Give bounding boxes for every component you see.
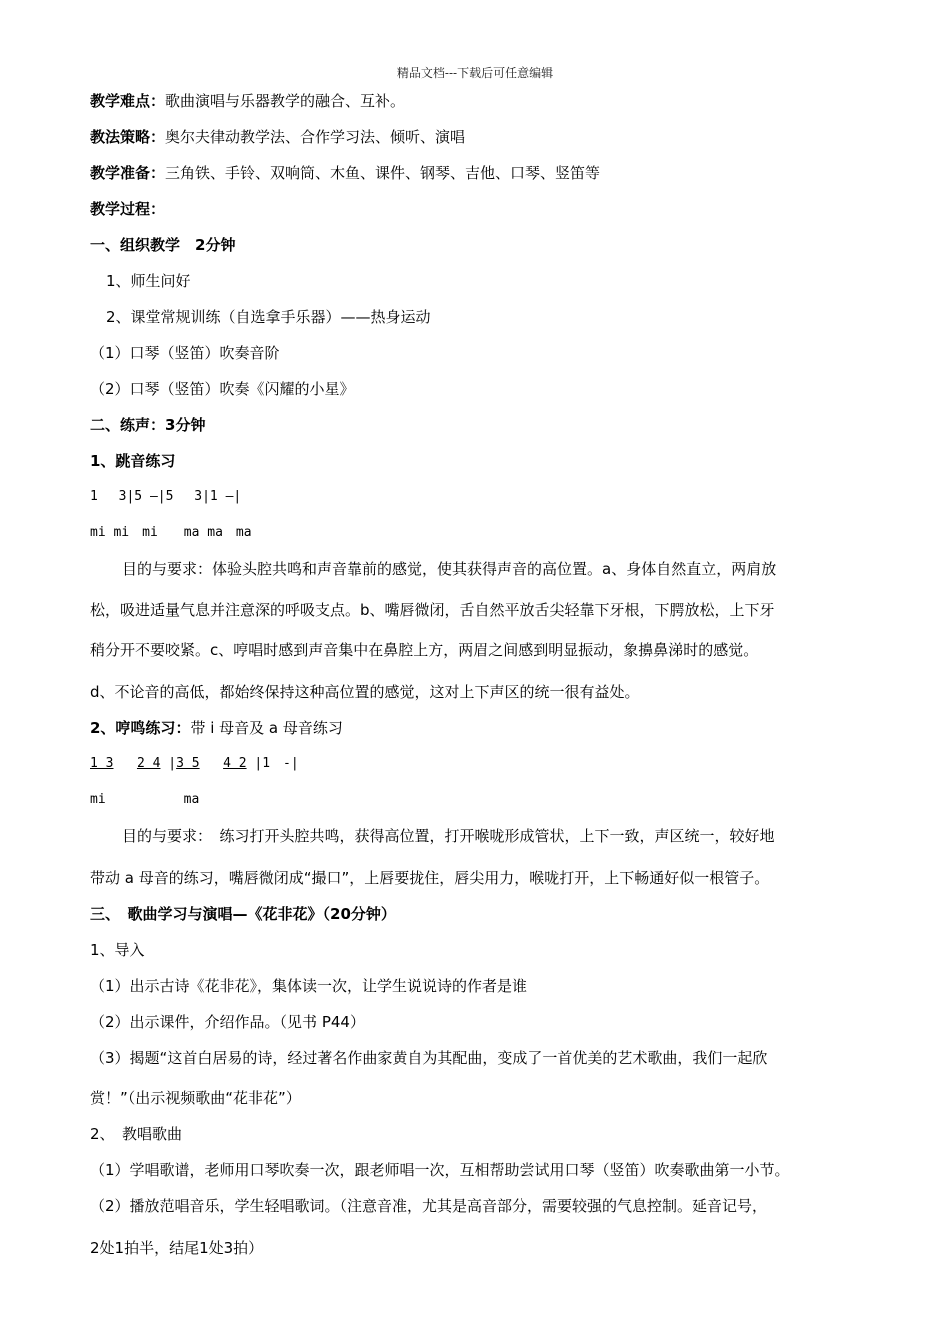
notation-2: 1 3 2 4 |3 5 4 2 |1 -| [90, 756, 299, 771]
s2-sub-2 [90, 718, 343, 738]
s2-sub-1: 1、跳音练习 [90, 452, 176, 470]
s2-sub-2-text: 带 i 母音及 a 母音练习 [190, 719, 343, 737]
s2-para-1a: 目的与要求：体验头腔共鸣和声音靠前的感觉，使其获得声音的高位置。a、身体自然直立，两肩放 [122, 560, 777, 578]
s3-line-4: （1）学唱歌谱，老师用口琴吹奏一次，跟老师唱一次，互相帮助尝试用口琴（竖笛）吹奏歌曲第一小节。 [90, 1161, 790, 1179]
s2-para-1b: 松，吸进适量气息并注意深的呼吸支点。b、嘴唇微闭，舌自然平放舌尖轻靠下牙根，下腭放松，上下牙 [90, 601, 775, 619]
difficulty-text: 歌曲演唱与乐器教学的融合、互补。 [165, 92, 406, 110]
s2-sub-2-label: 2、哼鸣练习： [90, 719, 191, 737]
note-group-2: 2 4 [136, 756, 161, 771]
section-2-title: 二、练声：3分钟 [90, 416, 206, 434]
s3-line-3b: 赏！”（出示视频歌曲“花非花”） [90, 1089, 301, 1107]
difficulty-label: 教学难点： [90, 92, 166, 110]
s3-sub-2: 2、 教唱歌曲 [90, 1125, 183, 1143]
section-3-title: 三、 歌曲学习与演唱—《花非花》（20分钟） [90, 905, 396, 923]
note-group-3: 3 5 [176, 756, 200, 771]
section-1-title: 一、组织教学 2分钟 [90, 236, 236, 254]
s3-line-2: （2）出示课件，介绍作品。（见书 P44） [90, 1013, 365, 1031]
page-header: 精品文档---下载后可任意编辑 [396, 66, 554, 80]
s1-item-1: 1、师生问好 [106, 272, 191, 290]
syllables-2: mi ma [90, 792, 200, 807]
prep-label: 教学准备： [90, 164, 166, 182]
s3-line-5b: 2处1拍半，结尾1处3拍） [90, 1239, 264, 1257]
s3-sub-1: 1、导入 [90, 941, 145, 959]
s1-item-2: 2、课堂常规训练（自选拿手乐器）——热身运动 [106, 308, 431, 326]
s2-para-1d: d、不论音的高低，都始终保持这种高位置的感觉，这对上下声区的统一很有益处。 [90, 683, 640, 701]
note-group-1: 1 3 [90, 756, 114, 771]
syllables-1: mi mi mi ma ma ma [90, 525, 252, 540]
strategy-line [90, 127, 465, 147]
s1-item-3: （1）口琴（竖笛）吹奏音阶 [90, 344, 280, 362]
s2-para-2b: 带动 a 母音的练习，嘴唇微闭成“撮口”，上唇要拢住，唇尖用力，喉咙打开，上下畅通好似一根管子。 [90, 869, 770, 887]
prep-text: 三角铁、手铃、双响筒、木鱼、课件、钢琴、吉他、口琴、竖笛等 [165, 164, 601, 182]
note-group-5: 1 -| [262, 756, 299, 771]
s3-line-5a: （2）播放范唱音乐，学生轻唱歌词。（注意音准，尤其是高音部分，需要较强的气息控制。延音记号， [90, 1197, 768, 1215]
s3-line-1: （1）出示古诗《花非花》，集体读一次，让学生说说诗的作者是谁 [90, 977, 528, 995]
prep-line [90, 163, 600, 183]
strategy-label: 教法策略： [90, 128, 166, 146]
notation-1: 1 3|5 —|5 3|1 —| [90, 489, 242, 504]
s1-item-4: （2）口琴（竖笛）吹奏《闪耀的小星》 [90, 380, 355, 398]
s2-para-2a: 目的与要求： 练习打开头腔共鸣，获得高位置，打开喉咙形成管状，上下一致，声区统一，较好地 [122, 827, 775, 845]
s2-para-1c: 稍分开不要咬紧。c、哼唱时感到声音集中在鼻腔上方，两眉之间感到明显振动，象擤鼻涕时的感觉。 [90, 641, 759, 659]
strategy-text: 奥尔夫律动教学法、合作学习法、倾听、演唱 [165, 128, 466, 146]
process-title: 教学过程： [90, 200, 166, 218]
s3-line-3a: （3）揭题“这首白居易的诗，经过著名作曲家黄自为其配曲，变成了一首优美的艺术歌曲，我们一起欣 [90, 1049, 768, 1067]
difficulty-line [90, 91, 405, 111]
note-group-4: 4 2 [223, 756, 247, 771]
